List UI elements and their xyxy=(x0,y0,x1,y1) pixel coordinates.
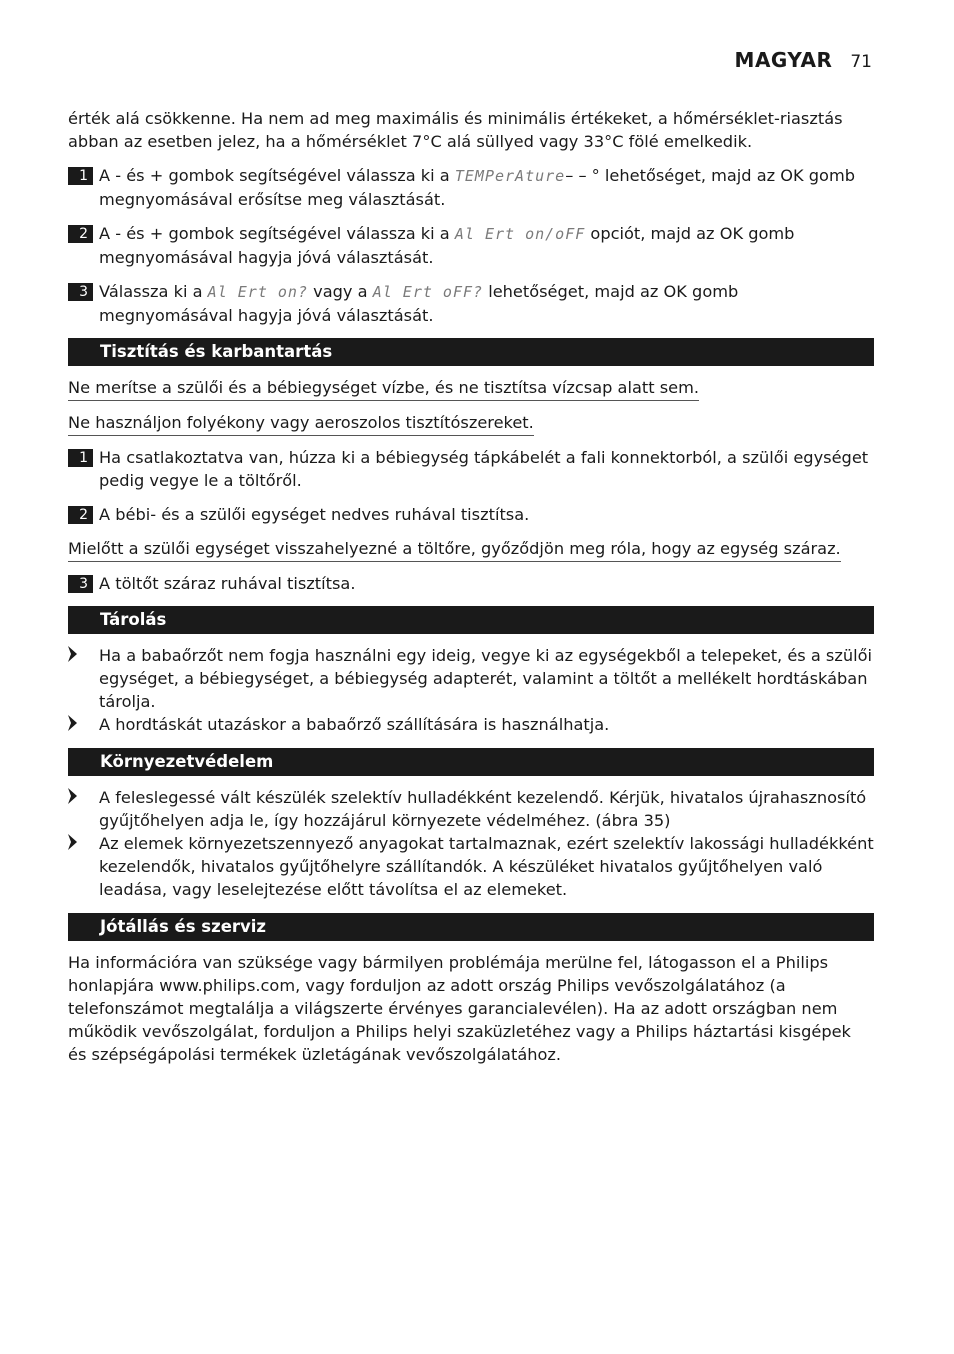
page-number: 71 xyxy=(850,52,872,72)
step-text-post: lehetőséget, majd az OK gomb megnyomásával hagyja jóvá választását. xyxy=(99,282,739,325)
step-item xyxy=(68,280,874,327)
list-item xyxy=(68,644,874,713)
warranty-text-pre: Ha információra van szüksége vagy bármilyen problémája merülne fel, látogasson el a Philips honlapjára xyxy=(68,953,829,995)
bullet-arrow-icon xyxy=(68,646,78,662)
bullet-arrow-icon xyxy=(68,788,78,804)
step-number: 1 xyxy=(68,167,93,185)
language-label: MAGYAR xyxy=(734,48,833,72)
lcd-display-text: TEMPerAture xyxy=(454,167,566,185)
step-number: 3 xyxy=(68,283,93,301)
section-heading-warranty: Jótállás és szerviz xyxy=(68,913,874,941)
list-item-text: A hordtáskát utazáskor a babaőrző szállítására is használhatja. xyxy=(99,715,610,734)
storage-list xyxy=(68,644,874,736)
section-heading-cleaning: Tisztítás és karbantartás xyxy=(68,338,874,366)
lcd-display-text: Al Ert on? xyxy=(207,283,308,301)
list-item xyxy=(68,832,874,901)
step-item xyxy=(68,164,874,211)
step-text-post: – – ° lehetőséget, majd az OK gomb megnyomásával erősítse meg választását. xyxy=(99,166,856,209)
step-number: 2 xyxy=(68,506,93,524)
page-content xyxy=(68,107,874,1077)
warranty-paragraph xyxy=(68,951,874,1066)
list-item xyxy=(68,786,874,832)
bullet-arrow-icon xyxy=(68,715,78,731)
list-item-text: Az elemek környezetszennyező anyagokat tartalmaznak, ezért szelektív lakossági hulladékként kezelendők, hivatalos gyűjtőhelyre szállítandók. A készüléket hivatalos gyűjtőhelyen való leadása, vagy leselejtezése előtt távolítsa el az elemeket. xyxy=(99,834,874,899)
bullet-arrow-icon xyxy=(68,834,78,850)
warranty-text-post: , vagy forduljon az adott ország Philips vevőszolgálatához (a telefonszámot megtalálja a világszerte érvényes garancialevélen). Ha az adott országban nem működik vevőszolgálat, forduljon a Philips helyi szaküzletéhez vagy a Philips háztartási kisgépek és szépségápolási termékek üzletágának vevőszolgálatához. xyxy=(68,976,851,1064)
step-item xyxy=(68,572,874,595)
lcd-display-text: Al Ert oFF? xyxy=(372,283,484,301)
philips-website-link[interactable]: www.philips.com xyxy=(159,976,296,995)
intro-paragraph: érték alá csökkenne. Ha nem ad meg maximális és minimális értékeket, a hőmérséklet-riasztás abban az esetben jelez, ha a hőmérséklet 7°C alá süllyed vagy 33°C fölé emelkedik. xyxy=(68,109,843,151)
page-header xyxy=(735,48,872,72)
step-item xyxy=(68,503,874,526)
list-item xyxy=(68,713,874,736)
warning-text: Ne használjon folyékony vagy aeroszolos tisztítószereket. xyxy=(68,411,534,436)
step-number: 1 xyxy=(68,449,93,467)
step-number: 2 xyxy=(68,225,93,243)
list-item-text: Ha a babaőrzőt nem fogja használni egy ideig, vegye ki az egységekből a telepeket, és a szülői egységet, a bébiegységet, a bébiegység adapterét, valamint a töltőt a mellékelt hordtáskában tárolja. xyxy=(99,646,873,711)
step-text-mid: vagy a xyxy=(307,282,373,301)
step-text: A töltőt száraz ruhával tisztítsa. xyxy=(99,574,356,593)
section-heading-storage: Tárolás xyxy=(68,606,874,634)
step-text: Ha csatlakoztatva van, húzza ki a bébiegység tápkábelét a fali konnektorból, a szülői egységet pedig vegye le a töltőről. xyxy=(99,448,869,490)
step-number: 3 xyxy=(68,575,93,593)
step-text-pre: A - és + gombok segítségével válassza ki a xyxy=(99,224,455,243)
warning-text: Mielőtt a szülői egységet visszahelyezné a töltőre, győződjön meg róla, hogy az egység száraz. xyxy=(68,537,841,562)
lcd-display-text: Al Ert on/oFF xyxy=(454,225,586,243)
list-item-text: A feleslegessé vált készülék szelektív hulladékként kezelendő. Kérjük, hivatalos újrahasznosító gyűjtőhelyen adja le, így hozzájárul környezete védelméhez. (ábra 35) xyxy=(99,788,867,830)
step-text: A bébi- és a szülői egységet nedves ruhával tisztítsa. xyxy=(99,505,530,524)
step-item xyxy=(68,446,874,492)
step-text-pre: A - és + gombok segítségével válassza ki a xyxy=(99,166,455,185)
environment-list xyxy=(68,786,874,901)
section-heading-environment: Környezetvédelem xyxy=(68,748,874,776)
step-text-post: opciót, majd az OK gomb megnyomásával hagyja jóvá választását. xyxy=(99,224,795,267)
step-text-pre: Válassza ki a xyxy=(99,282,208,301)
step-item xyxy=(68,222,874,269)
warning-text: Ne merítse a szülői és a bébiegységet vízbe, és ne tisztítsa vízcsap alatt sem. xyxy=(68,376,699,401)
